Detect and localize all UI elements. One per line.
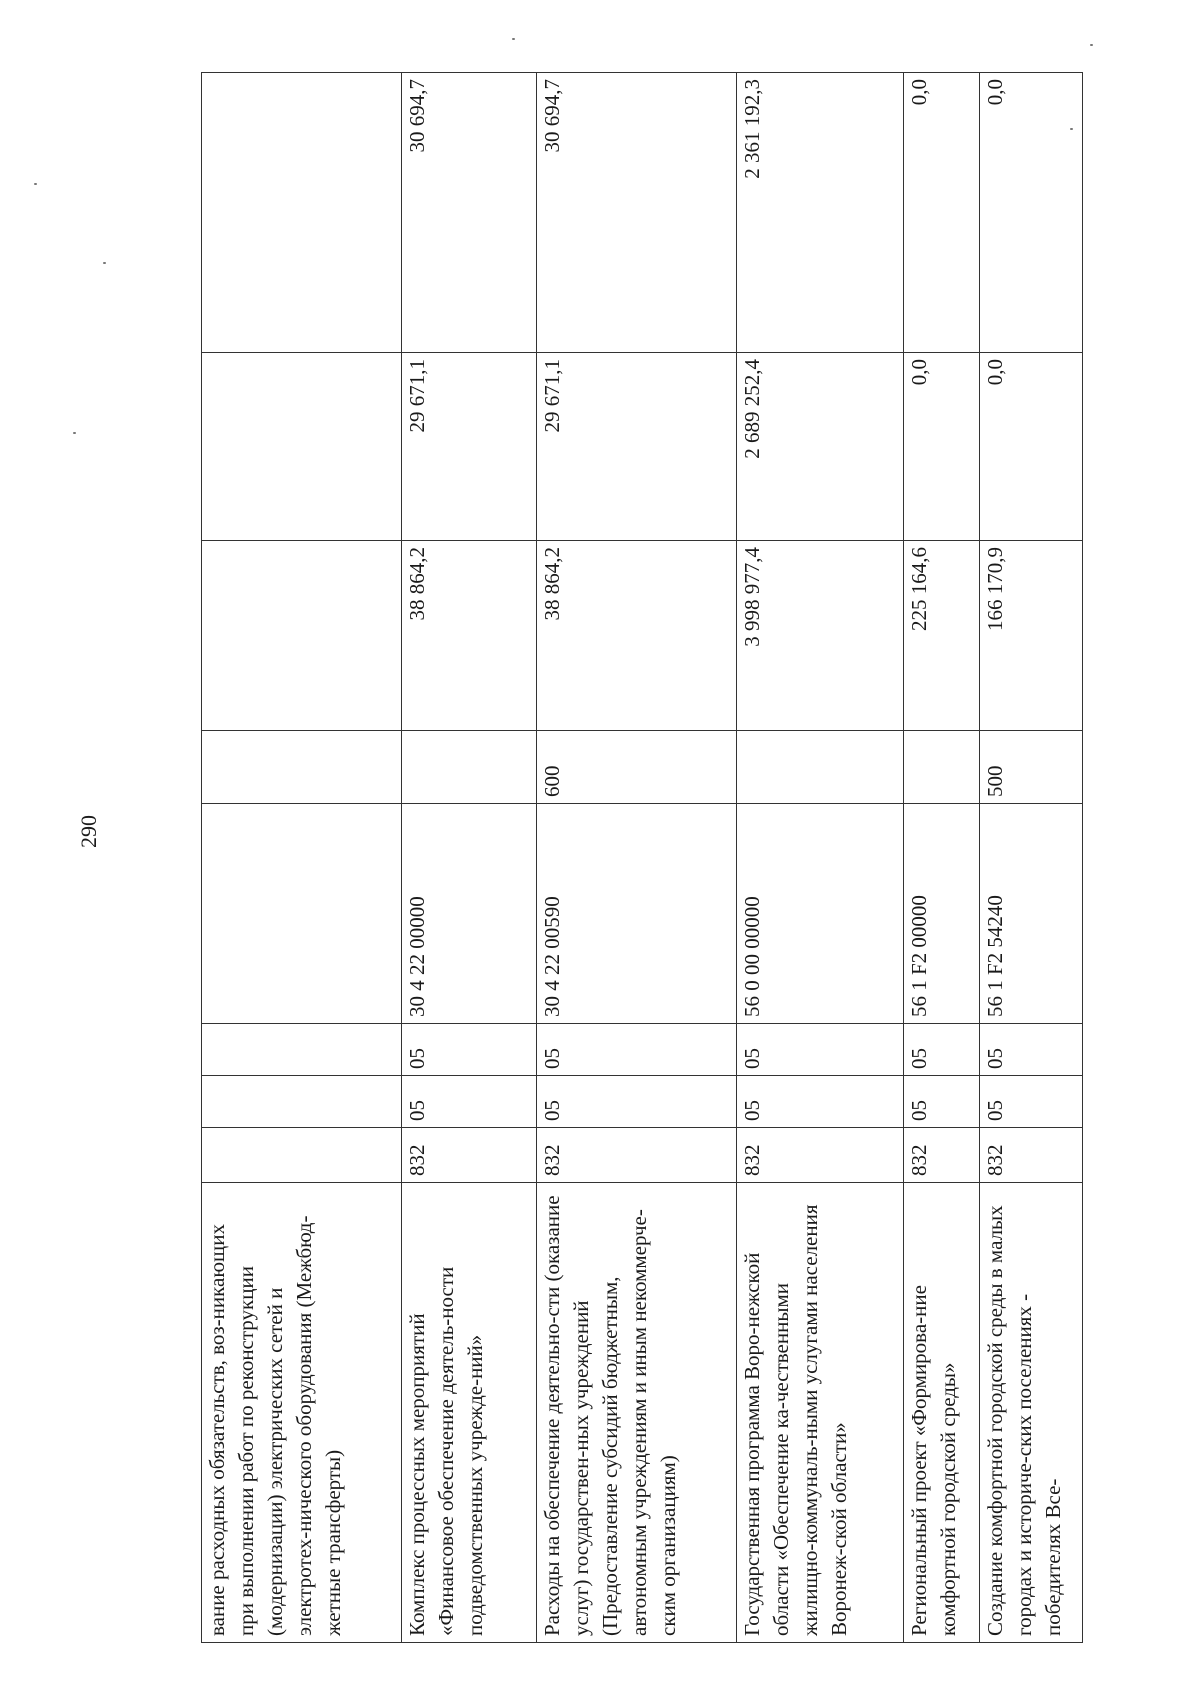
grbs-code: 832 [903,1128,979,1183]
expense-type-code [736,731,903,804]
subsection-code: 05 [903,1024,979,1076]
page-number: 290 [76,815,101,848]
table-row [537,73,737,1643]
subsection-code [202,1024,402,1076]
grbs-code: 832 [736,1128,903,1183]
grbs-code: 832 [537,1128,737,1183]
section-code [202,1076,402,1128]
amount-year-1 [202,541,402,731]
amount-year-3: 30 694,7 [401,73,537,353]
section-code: 05 [736,1076,903,1128]
amount-year-2 [202,353,402,541]
subsection-code: 05 [736,1024,903,1076]
amount-year-1: 3 998 977,4 [736,541,903,731]
target-article-code [202,804,402,1024]
row-name: вание расходных обязательств, воз-никающих при выполнении работ по реконструкции (модернизации) электрических сетей и электротех-нического оборудования (Межбюд-жетные трансферты) [202,1183,402,1643]
amount-year-2: 29 671,1 [537,353,737,541]
amount-year-2: 2 689 252,4 [736,353,903,541]
scan-speck [73,432,76,434]
row-name: Комплекс процессных мероприятий «Финансовое обеспечение деятель-ности подведомственных учрежде-ний» [401,1183,537,1643]
expense-type-code [202,731,402,804]
table-row [401,73,537,1643]
section-code: 05 [979,1076,1082,1128]
scan-speck [34,183,37,185]
budget-table [201,72,1083,1643]
amount-year-1: 38 864,2 [401,541,537,731]
target-article-code: 30 4 22 00000 [401,804,537,1024]
amount-year-3: 2 361 192,3 [736,73,903,353]
rotated-table-wrapper [201,73,1083,1643]
table-row [202,73,402,1643]
table-row [736,73,903,1643]
scan-speck [512,38,515,40]
subsection-code: 05 [979,1024,1082,1076]
subsection-code: 05 [401,1024,537,1076]
expense-type-code: 500 [979,731,1082,804]
amount-year-3: 30 694,7 [537,73,737,353]
row-name: Расходы на обеспечение деятельно-сти (оказание услуг) государствен-ных учреждений (Предоставление субсидий бюджетным, автономным учреждениям и иным некоммерче-ским организациям) [537,1183,737,1643]
amount-year-2: 29 671,1 [401,353,537,541]
target-article-code: 30 4 22 00590 [537,804,737,1024]
section-code: 05 [401,1076,537,1128]
expense-type-code: 600 [537,731,737,804]
amount-year-3: 0,0 [979,73,1082,353]
target-article-code: 56 1 F2 00000 [903,804,979,1024]
amount-year-3: 0,0 [903,73,979,353]
row-name: Создание комфортной городской среды в малых городах и историче-ских поселениях - победителях Все- [979,1183,1082,1643]
target-article-code: 56 0 00 00000 [736,804,903,1024]
row-name: Государственная программа Воро-нежской области «Обеспечение ка-чественными жилищно-коммуналь-ными услугами населения Воронеж-ской области» [736,1183,903,1643]
amount-year-1: 38 864,2 [537,541,737,731]
amount-year-2: 0,0 [979,353,1082,541]
section-code: 05 [537,1076,737,1128]
subsection-code: 05 [537,1024,737,1076]
row-name: Региональный проект «Формирова-ние комфортной городской среды» [903,1183,979,1643]
amount-year-1: 166 170,9 [979,541,1082,731]
expense-type-code [903,731,979,804]
table-row [903,73,979,1643]
table-row [979,73,1082,1643]
scan-speck [103,262,106,264]
amount-year-1: 225 164,6 [903,541,979,731]
amount-year-2: 0,0 [903,353,979,541]
amount-year-3 [202,73,402,353]
grbs-code: 832 [401,1128,537,1183]
scan-speck [1090,44,1093,46]
grbs-code: 832 [979,1128,1082,1183]
expense-type-code [401,731,537,804]
grbs-code [202,1128,402,1183]
section-code: 05 [903,1076,979,1128]
target-article-code: 56 1 F2 54240 [979,804,1082,1024]
